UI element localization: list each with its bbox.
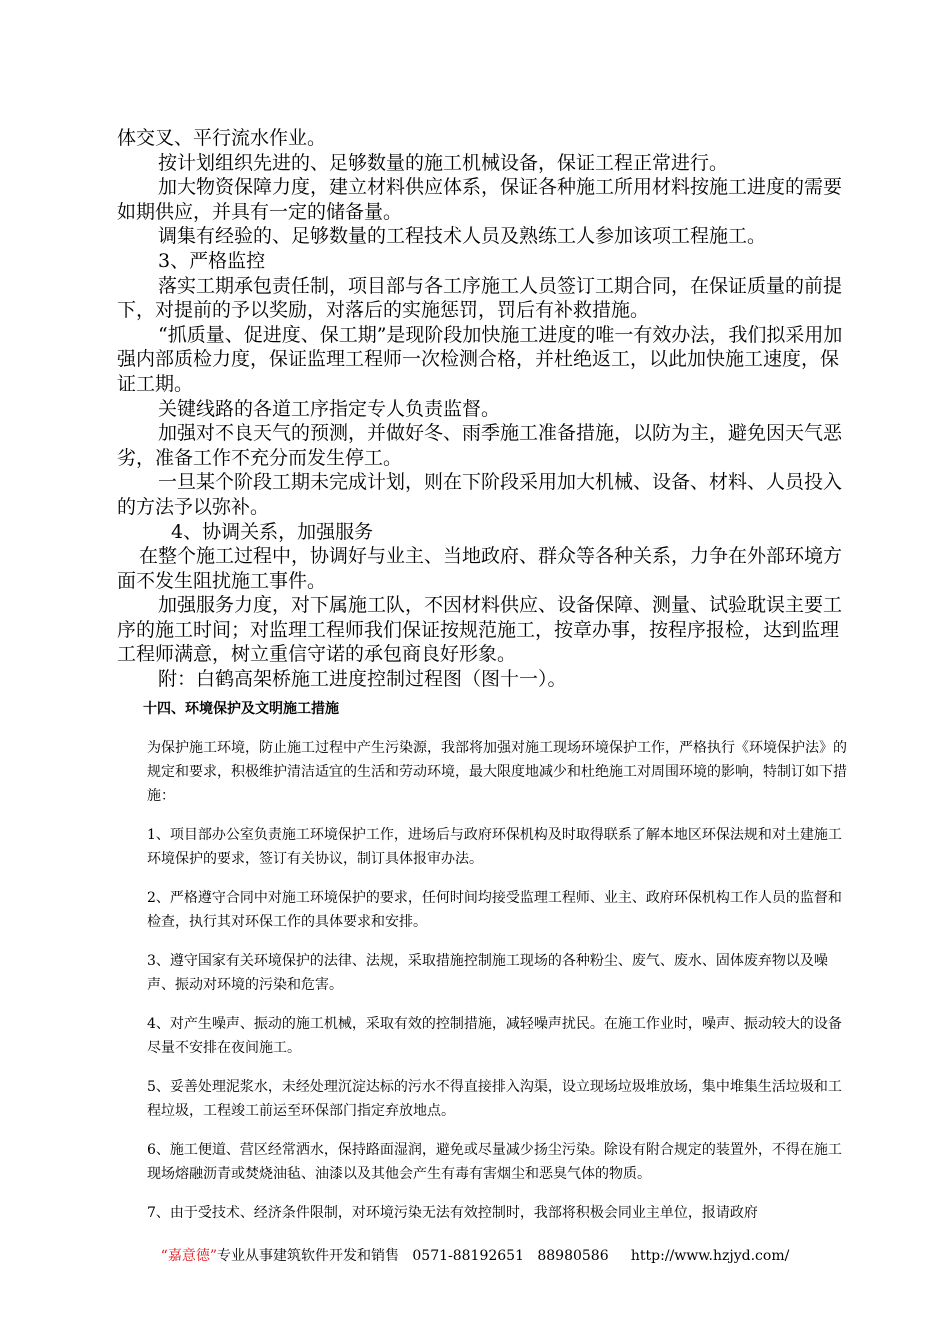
- subheading-strict-monitoring: 3、严格监控: [158, 249, 266, 272]
- body-paragraph: 按计划组织先进的、足够数量的施工机械设备，保证工程正常进行。: [158, 151, 729, 174]
- footer-brand: 嘉意德: [167, 1248, 210, 1264]
- section-title: 十四、环境保护及文明施工措施: [143, 701, 339, 717]
- footer-quote-close: ”: [209, 1248, 218, 1264]
- appendix-note: 附：白鹤高架桥施工进度控制过程图（图十一）。: [158, 668, 567, 691]
- section-paragraph: 1、项目部办公室负责施工环境保护工作，进场后与政府环保机构及时取得联系了解本地区环保法规和对土建施工环境保护的要求，签订有关协议，制订具体报审办法。: [147, 827, 842, 867]
- section-paragraph: 为保护施工环境，防止施工过程中产生污染源，我部将加强对施工现场环境保护工作，严格执行《环境保护法》的规定和要求，积极维护清洁适宜的生活和劳动环境，最大限度地减少和杜绝施工对周围环境的影响，特制订如下措施：: [147, 740, 847, 804]
- section-paragraph: 5、妥善处理泥浆水，未经处理沉淀达标的污水不得直接排入沟渠，设立现场垃圾堆放场，集中堆集生活垃圾和工程垃圾，工程竣工前运至环保部门指定弃放地点。: [147, 1079, 842, 1119]
- body-paragraph: 调集有经验的、足够数量的工程技术人员及熟练工人参加该项工程施工。: [158, 225, 767, 248]
- body-paragraph: “抓质量、促进度、保工期”是现阶段加快施工进度的唯一有效办法，我们拟采用加强内部质检力度，保证监理工程师一次检测合格，并杜绝返工，以此加快施工速度，保证工期。: [117, 323, 843, 395]
- section-paragraph: 7、由于受技术、经济条件限制，对环境污染无法有效控制时，我部将积极会同业主单位，报请政府: [147, 1205, 758, 1221]
- body-paragraph: 加强对不良天气的预测，并做好冬、雨季施工准备措施，以防为主，避免因天气恶劣，准备工作不充分而发生停工。: [117, 422, 843, 469]
- body-paragraph: 关键线路的各道工序指定专人负责监督。: [158, 397, 501, 420]
- subheading-coordination: 4、协调关系，加强服务: [171, 520, 374, 543]
- body-paragraph: 一旦某个阶段工期未完成计划，则在下阶段采用加大机械、设备、材料、人员投入的方法予以弥补。: [117, 471, 843, 518]
- footer-quote-open: “: [160, 1248, 168, 1264]
- footer-url[interactable]: http://www.hzjyd.com/: [630, 1248, 790, 1264]
- page-footer: [0, 1245, 950, 1265]
- section-body: [147, 736, 855, 1240]
- body-paragraph: 加大物资保障力度，建立材料供应体系，保证各种施工所用材料按施工进度的需要如期供应，并具有一定的储备量。: [117, 176, 843, 223]
- body-paragraph: 体交叉、平行流水作业。: [117, 127, 327, 149]
- section-paragraph: 4、对产生噪声、振动的施工机械，采取有效的控制措施，减轻噪声扰民。在施工作业时，噪声、振动较大的设备尽量不安排在夜间施工。: [147, 1016, 842, 1056]
- body-paragraph: 加强服务力度，对下属施工队，不因材料供应、设备保障、测量、试验耽误主要工序的施工时间；对监理工程师我们保证按规范施工，按章办事，按程序报检，达到监理工程师满意，树立重信守诺的承包商良好形象。: [117, 594, 843, 666]
- section-paragraph: 2、严格遵守合同中对施工环境保护的要求，任何时间均接受监理工程师、业主、政府环保机构工作人员的监督和检查，执行其对环保工作的具体要求和安排。: [147, 890, 842, 930]
- footer-slogan: 专业从事建筑软件开发和销售: [217, 1248, 400, 1264]
- body-text: [117, 126, 857, 692]
- body-paragraph: 在整个施工过程中，协调好与业主、当地政府、群众等各种关系，力争在外部环境方面不发生阻扰施工事件。: [117, 545, 843, 592]
- section-paragraph: 3、遵守国家有关环境保护的法律、法规，采取措施控制施工现场的各种粉尘、废气、废水、固体废弃物以及噪声、振动对环境的污染和危害。: [147, 953, 828, 993]
- footer-phones: 0571-88192651 88980586: [412, 1248, 609, 1264]
- body-paragraph: 落实工期承包责任制，项目部与各工序施工人员签订工期合同，在保证质量的前提下，对提前的予以奖励，对落后的实施惩罚，罚后有补救措施。: [117, 274, 843, 322]
- section-paragraph: 6、施工便道、营区经常洒水，保持路面湿润，避免或尽量减少扬尘污染。除设有附合规定的装置外，不得在施工现场熔融沥青或焚烧油毡、油漆以及其他会产生有毒有害烟尘和恶臭气体的物质。: [147, 1142, 842, 1182]
